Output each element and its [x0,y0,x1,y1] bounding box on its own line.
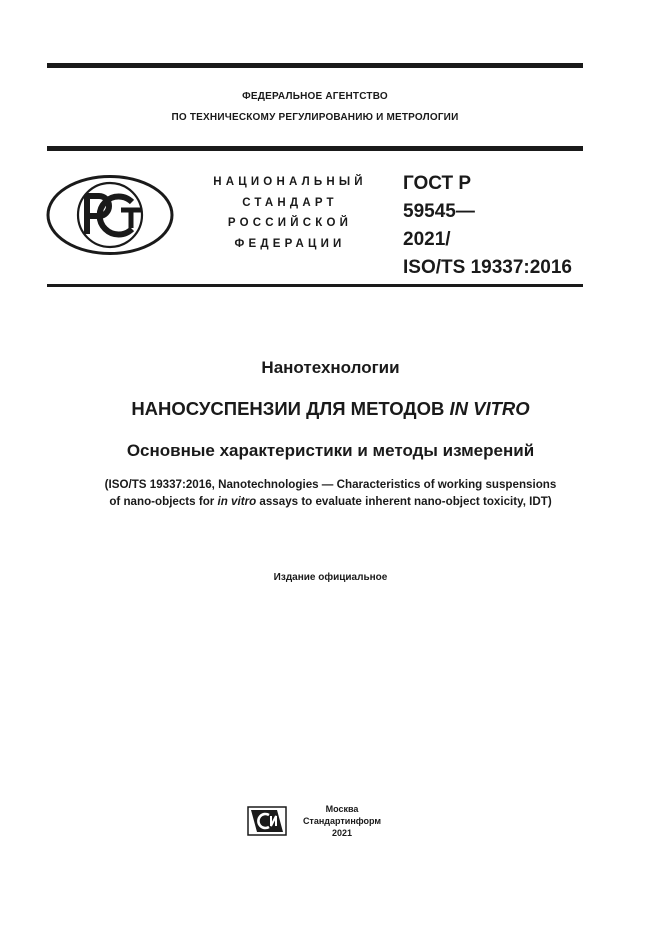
standard-designation [403,170,583,282]
designation-line: ГОСТ Р [403,173,472,194]
iso-line-2-italic: in vitro [217,494,257,508]
iso-line-2 [40,494,621,511]
publisher-city: Москва [325,804,359,814]
subtitle: Основные характеристики и методы измерений [126,441,535,460]
main-title-italic: IN VITRO [449,398,530,419]
national-standard-line: РОССИЙСКОЙ [227,217,353,229]
agency-line-2: ПО ТЕХНИЧЕСКОМУ РЕГУЛИРОВАНИЮ И МЕТРОЛОГИИ [171,112,459,123]
agency-line-1: ФЕДЕРАЛЬНОЕ АГЕНТСТВО [242,91,388,102]
designation-line: ISO/TS 19337:2016 [403,257,572,278]
main-title [0,398,661,420]
designation-line: 2021/ [403,229,451,250]
title-block-rule [47,284,583,287]
publisher-block [300,803,384,839]
iso-line-2-suffix: assays to evaluate inherent nano-object toxicity, IDT) [256,494,552,508]
top-rule [47,63,583,68]
national-standard-label [190,172,390,254]
edition-label: Издание официальное [273,572,388,583]
national-standard-line: НАЦИОНАЛЬНЫЙ [213,176,367,188]
publisher-name: Стандартинформ [302,816,382,826]
iso-reference [40,477,621,510]
main-title-text: НАНОСУСПЕНЗИИ ДЛЯ МЕТОДОВ [131,398,450,419]
standartinform-logo-icon [247,806,287,836]
iso-line-1: (ISO/TS 19337:2016, Nanotechnologies — Characteristics of working suspensions [104,478,557,491]
iso-line-2-prefix: of nano-objects for [109,494,218,508]
national-standard-line: ФЕДЕРАЦИИ [234,237,346,250]
rst-emblem-icon [45,174,175,256]
publisher-year: 2021 [331,828,353,838]
designation-line: 59545— [403,201,475,222]
topic-title: Нанотехнологии [261,358,400,377]
national-standard-line: СТАНДАРТ [242,196,338,209]
header-rule [47,146,583,151]
